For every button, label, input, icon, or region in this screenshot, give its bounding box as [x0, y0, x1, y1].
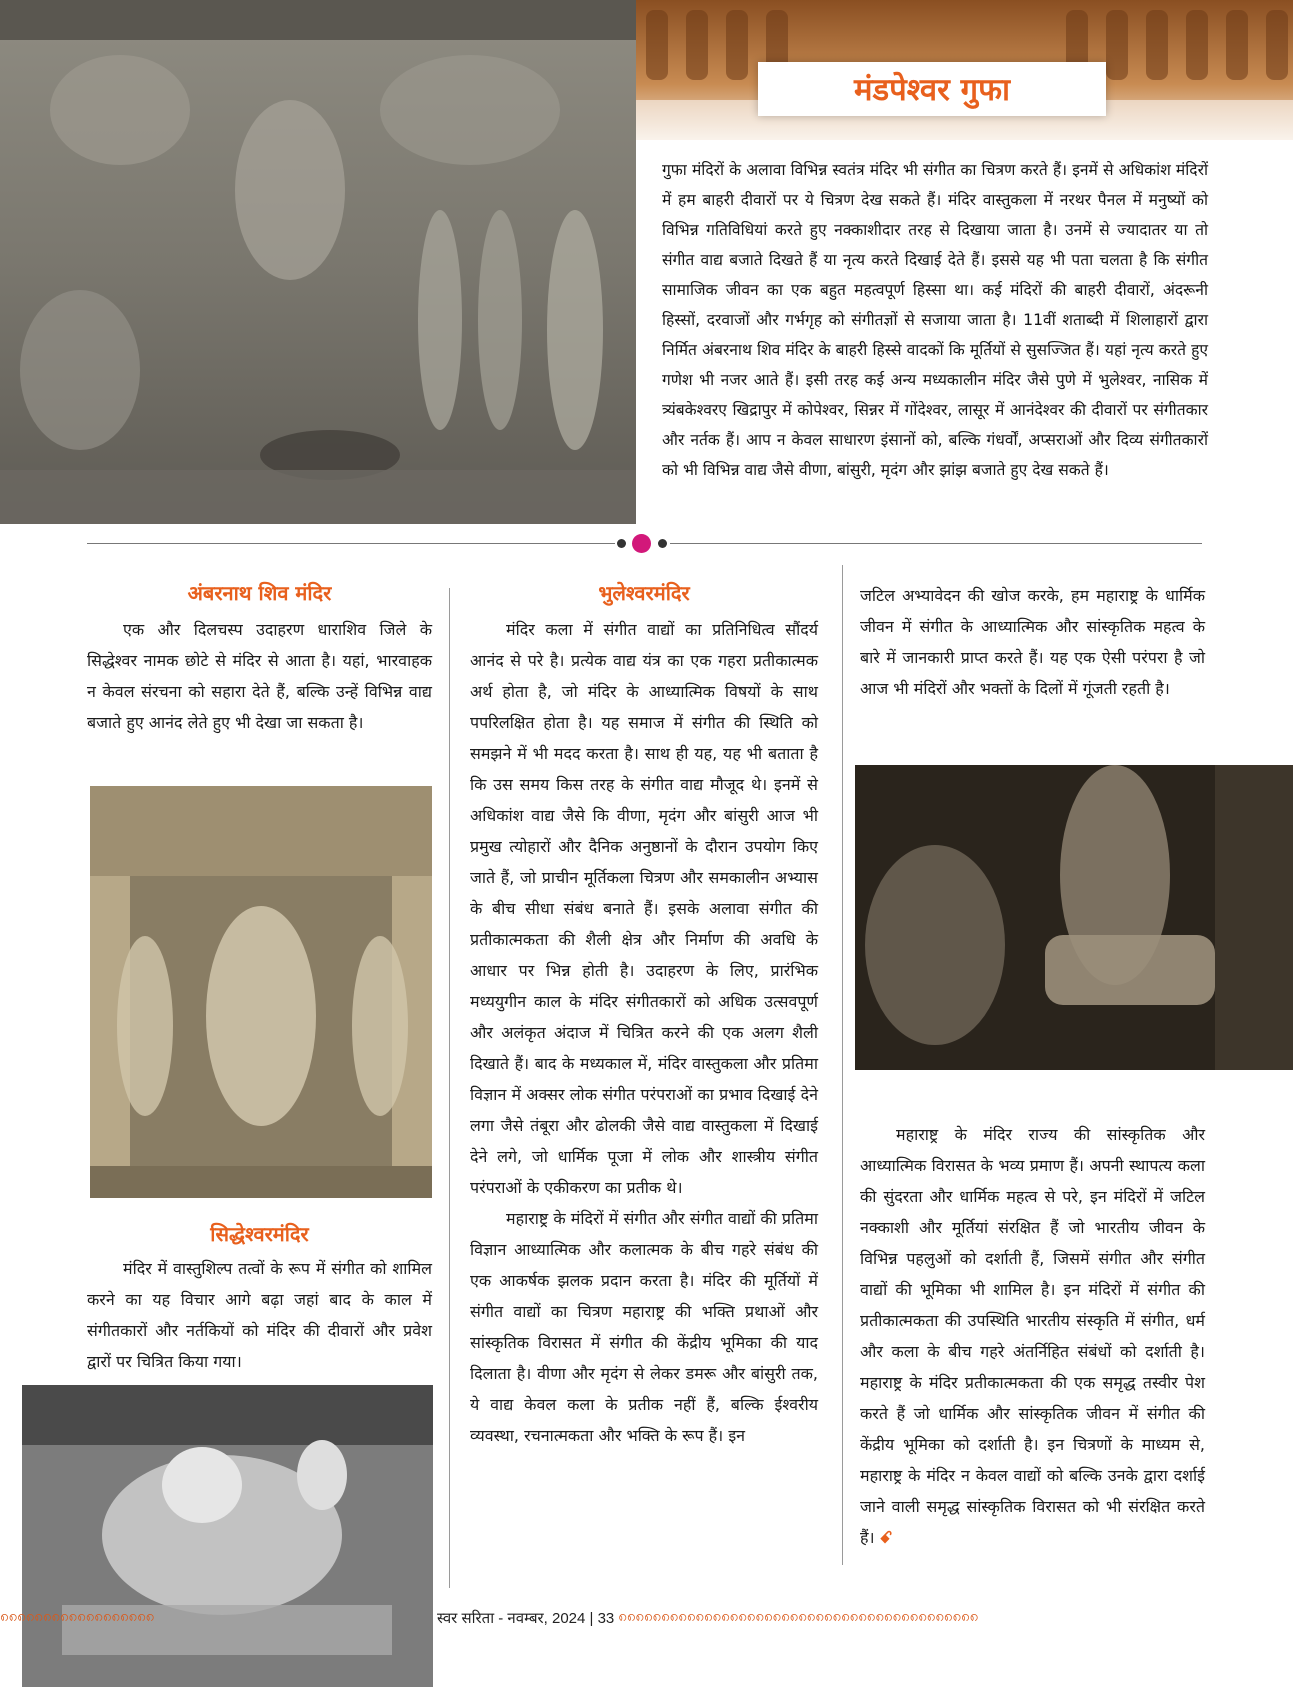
section-divider-left [87, 543, 615, 544]
col2-para2: महाराष्ट्र के मंदिरों में संगीत और संगीत वाद्यों की प्रतिमा विज्ञान आध्यात्मिक और कलात्मक के बीच गहरे संबंध की एक आकर्षक झलक प्रदान करता है। मंदिर की मूर्तियों में संगीत वाद्यों का चित्रण महाराष्ट्र की भक्ति प्रथाओं और सांस्कृतिक विरासत में संगीत की केंद्रीय भूमिका की याद दिलाता है। वीणा और मृदंग से लेकर डमरू और बांसुरी तक, ये वाद्य केवल कला के प्रतीक नहीं हैं, बल्कि ईश्वरीय व्यवस्था, रचनात्मकता और भक्ति के रूप हैं। इन [470, 1209, 818, 1445]
heading-bhuleshwar: भुलेश्वरमंदिर [598, 581, 690, 605]
heading-ambarnath: अंबरनाथ शिव मंदिर [187, 581, 332, 605]
divider-dot-center [632, 534, 651, 553]
col2-body [470, 614, 818, 1451]
bhuleshwar-sculpture-photo [855, 765, 1293, 1070]
page-title: मंडपेश्वर गुफा [854, 72, 1010, 108]
col1-paragraph-1 [87, 614, 432, 738]
footer-band [0, 1606, 1293, 1630]
end-mark-icon: ꗃ [879, 1528, 893, 1547]
footer-page-info: स्वर सरिता - नवम्बर, 2024 | 33 [437, 1610, 615, 1627]
col3-para1: जटिल अभ्यावेदन की खोज करके, हम महाराष्ट्र के धार्मिक जीवन में संगीत के आध्यात्मिक और सांस्कृतिक महत्व के बारे में जानकारी प्राप्त करते हैं। यह एक ऐसी परंपरा है जो आज भी मंदिरों और भक्तों के दिलों में गूंजती रहती है। [860, 586, 1205, 698]
col1-para2: मंदिर में वास्तुशिल्प तत्वों के रूप में संगीत को शामिल करने का यह विचार आगे बढ़ा जहां बाद के काल में संगीतकारों और नर्तकियों को मंदिर की दीवारों और प्रवेश द्वारों पर चित्रित किया गया। [87, 1259, 432, 1371]
divider-dot-right [658, 539, 667, 548]
col3-top [860, 580, 1205, 704]
footer-swirl-right: ၈၈၈၈၈၈၈၈၈၈၈၈၈၈၈၈၈၈၈၈၈၈၈၈၈၈၈၈၈၈၈၈၈၈၈၈၈၈၈၈၈၈ [618, 1607, 979, 1625]
ambarnath-sculpture-photo [90, 786, 432, 1198]
divider-dot-left [617, 539, 626, 548]
col1-paragraph-2 [87, 1253, 432, 1377]
section-divider-right [670, 543, 1202, 544]
intro-paragraph: गुफा मंदिरों के अलावा विभिन्न स्वतंत्र मंदिर भी संगीत का चित्रण करते हैं। इनमें से अधिकांश मंदिरों में हम बाहरी दीवारों पर ये चित्रण देख सकते हैं। मंदिर वास्तुकला में नरथर पैनल में मनुष्यों को विभिन्न गतिविधियां करते हुए नक्काशीदार तरह से दिखाया जाता है। उनमें से ज्यादातर या तो संगीत वाद्य बजाते दिखते हैं या नृत्य करते दिखाई देते हैं। इससे यह भी पता चलता है कि संगीत सामाजिक जीवन का एक बहुत महत्वपूर्ण हिस्सा था। कई मंदिरों की बाहरी दीवारों, अंदरूनी हिस्सों, दरवाजों और गर्भगृह को संगीतज्ञों से सजाया जाता है। 11वीं शताब्दी में शिलाहारों द्वारा निर्मित अंबरनाथ शिव मंदिर के बाहरी हिस्से वादकों कि मूर्तियों से सुसज्जित हैं। यहां नृत्य करते हुए गणेश भी नजर आते हैं। इसी तरह कई अन्य मध्यकालीन मंदिर जैसे पुणे में भुलेश्वर, नासिक में त्र्यंबकेश्वरए खिद्रापुर में कोपेश्वर, सिन्नर में गोंदेश्वर, लासूर में आनंदेश्वर की दीवारों पर संगीतकार और नर्तक हैं। आप न केवल साधारण इंसानों को, बल्कि गंधर्वों, अप्सराओं और दिव्य संगीतकारों को भी विभिन्न वाद्य जैसे वीणा, बांसुरी, मृदंग और झांझ बजाते हुए देख सकते हैं। [662, 161, 1208, 479]
col3-para2-text: महाराष्ट्र के मंदिर राज्य की सांस्कृतिक और आध्यात्मिक विरासत के भव्य प्रमाण हैं। अपनी स्थापत्य कला की सुंदरता और धार्मिक महत्व से परे, इन मंदिरों में जटिल नक्काशी और मूर्तियां संरक्षित हैं जो भारतीय जीवन के विभिन्न पहलुओं को दर्शाती हैं, जिसमें संगीत और संगीत वाद्यों की भूमिका भी शामिल है। इन मंदिरों में संगीत की प्रतीकात्मकता की उपस्थिति भारतीय संस्कृति में संगीत, धर्म और कला के बीच गहरे अंतर्निहित संबंधों को दर्शाती है। महाराष्ट्र के मंदिर प्रतीकात्मकता की एक समृद्ध तस्वीर पेश करते हैं जो धार्मिक और सांस्कृतिक जीवन में संगीत की केंद्रीय भूमिका को दर्शाती है। इन चित्रणों के माध्यम से, महाराष्ट्र के मंदिर न केवल वाद्यों को बल्कि उनके द्वारा दर्शाई जाने वाली समृद्ध सांस्कृतिक विरासत को भी संरक्षित करते हैं। [860, 1125, 1205, 1547]
col3-para2 [860, 1119, 1205, 1553]
col1-para1: एक और दिलचस्प उदाहरण धाराशिव जिले के सिद्धेश्वर नामक छोटे से मंदिर से आता है। यहां, भारवाहक न केवल संरचना को सहारा देते हैं, बल्कि उन्हें विभिन्न वाद्य बजाते हुए आनंद लेते हुए भी देखा जा सकता है। [87, 620, 432, 732]
siddheshwar-sculpture-photo [22, 1385, 433, 1687]
column-rule-2 [842, 565, 843, 1565]
footer-swirl-left: ၈၈၈၈၈၈၈၈၈၈၈၈၈၈၈၈၈၈ [0, 1607, 155, 1625]
heading-siddheshwar: सिद्धेश्वरमंदिर [210, 1222, 309, 1246]
column-rule-1 [449, 588, 450, 1588]
col3-bottom [860, 1119, 1205, 1553]
page-title-box [758, 62, 1106, 116]
col2-para1: मंदिर कला में संगीत वाद्यों का प्रतिनिधित्व सौंदर्य आनंद से परे है। प्रत्येक वाद्य यंत्र का एक गहरा प्रतीकात्मक अर्थ होता है, जो मंदिर के आध्यात्मिक विषयों के साथ पपरिलक्षित होता है। यह समाज में संगीत की स्थिति को समझने में भी मदद करता है। साथ ही यह, यह भी बताता है कि उस समय किस तरह के संगीत वाद्य मौजूद थे। इनमें से अधिकांश वाद्य जैसे कि वीणा, मृदंग और बांसुरी आज भी प्रमुख त्योहारों और दैनिक अनुष्ठानों के दौरान उपयोग किए जाते हैं, जो प्राचीन मूर्तिकला चित्रण और समकालीन अभ्यास के बीच सीधा संबंध बनाते हैं। इसके अलावा संगीत की प्रतीकात्मकता की शैली क्षेत्र और निर्माण की अवधि के आधार पर भिन्न होती है। उदाहरण के लिए, प्रारंभिक मध्ययुगीन काल के मंदिर संगीतकारों को अधिक उत्सवपूर्ण और अलंकृत अंदाज में चित्रित करने की एक अलग शैली दिखाते हैं। बाद के मध्यकाल में, मंदिर वास्तुकला और प्रतिमा विज्ञान में अक्सर लोक संगीत परंपराओं का प्रभाव दिखाई देने लगा जैसे तंबूरा और ढोलकी जैसे वाद्य वास्तुकला में दिखाई देने लगे, जो धार्मिक पूजा में लोक और शास्त्रीय संगीत परंपराओं के एकीकरण का प्रतीक थे। [470, 620, 818, 1197]
cave-relief-photo [0, 0, 636, 524]
